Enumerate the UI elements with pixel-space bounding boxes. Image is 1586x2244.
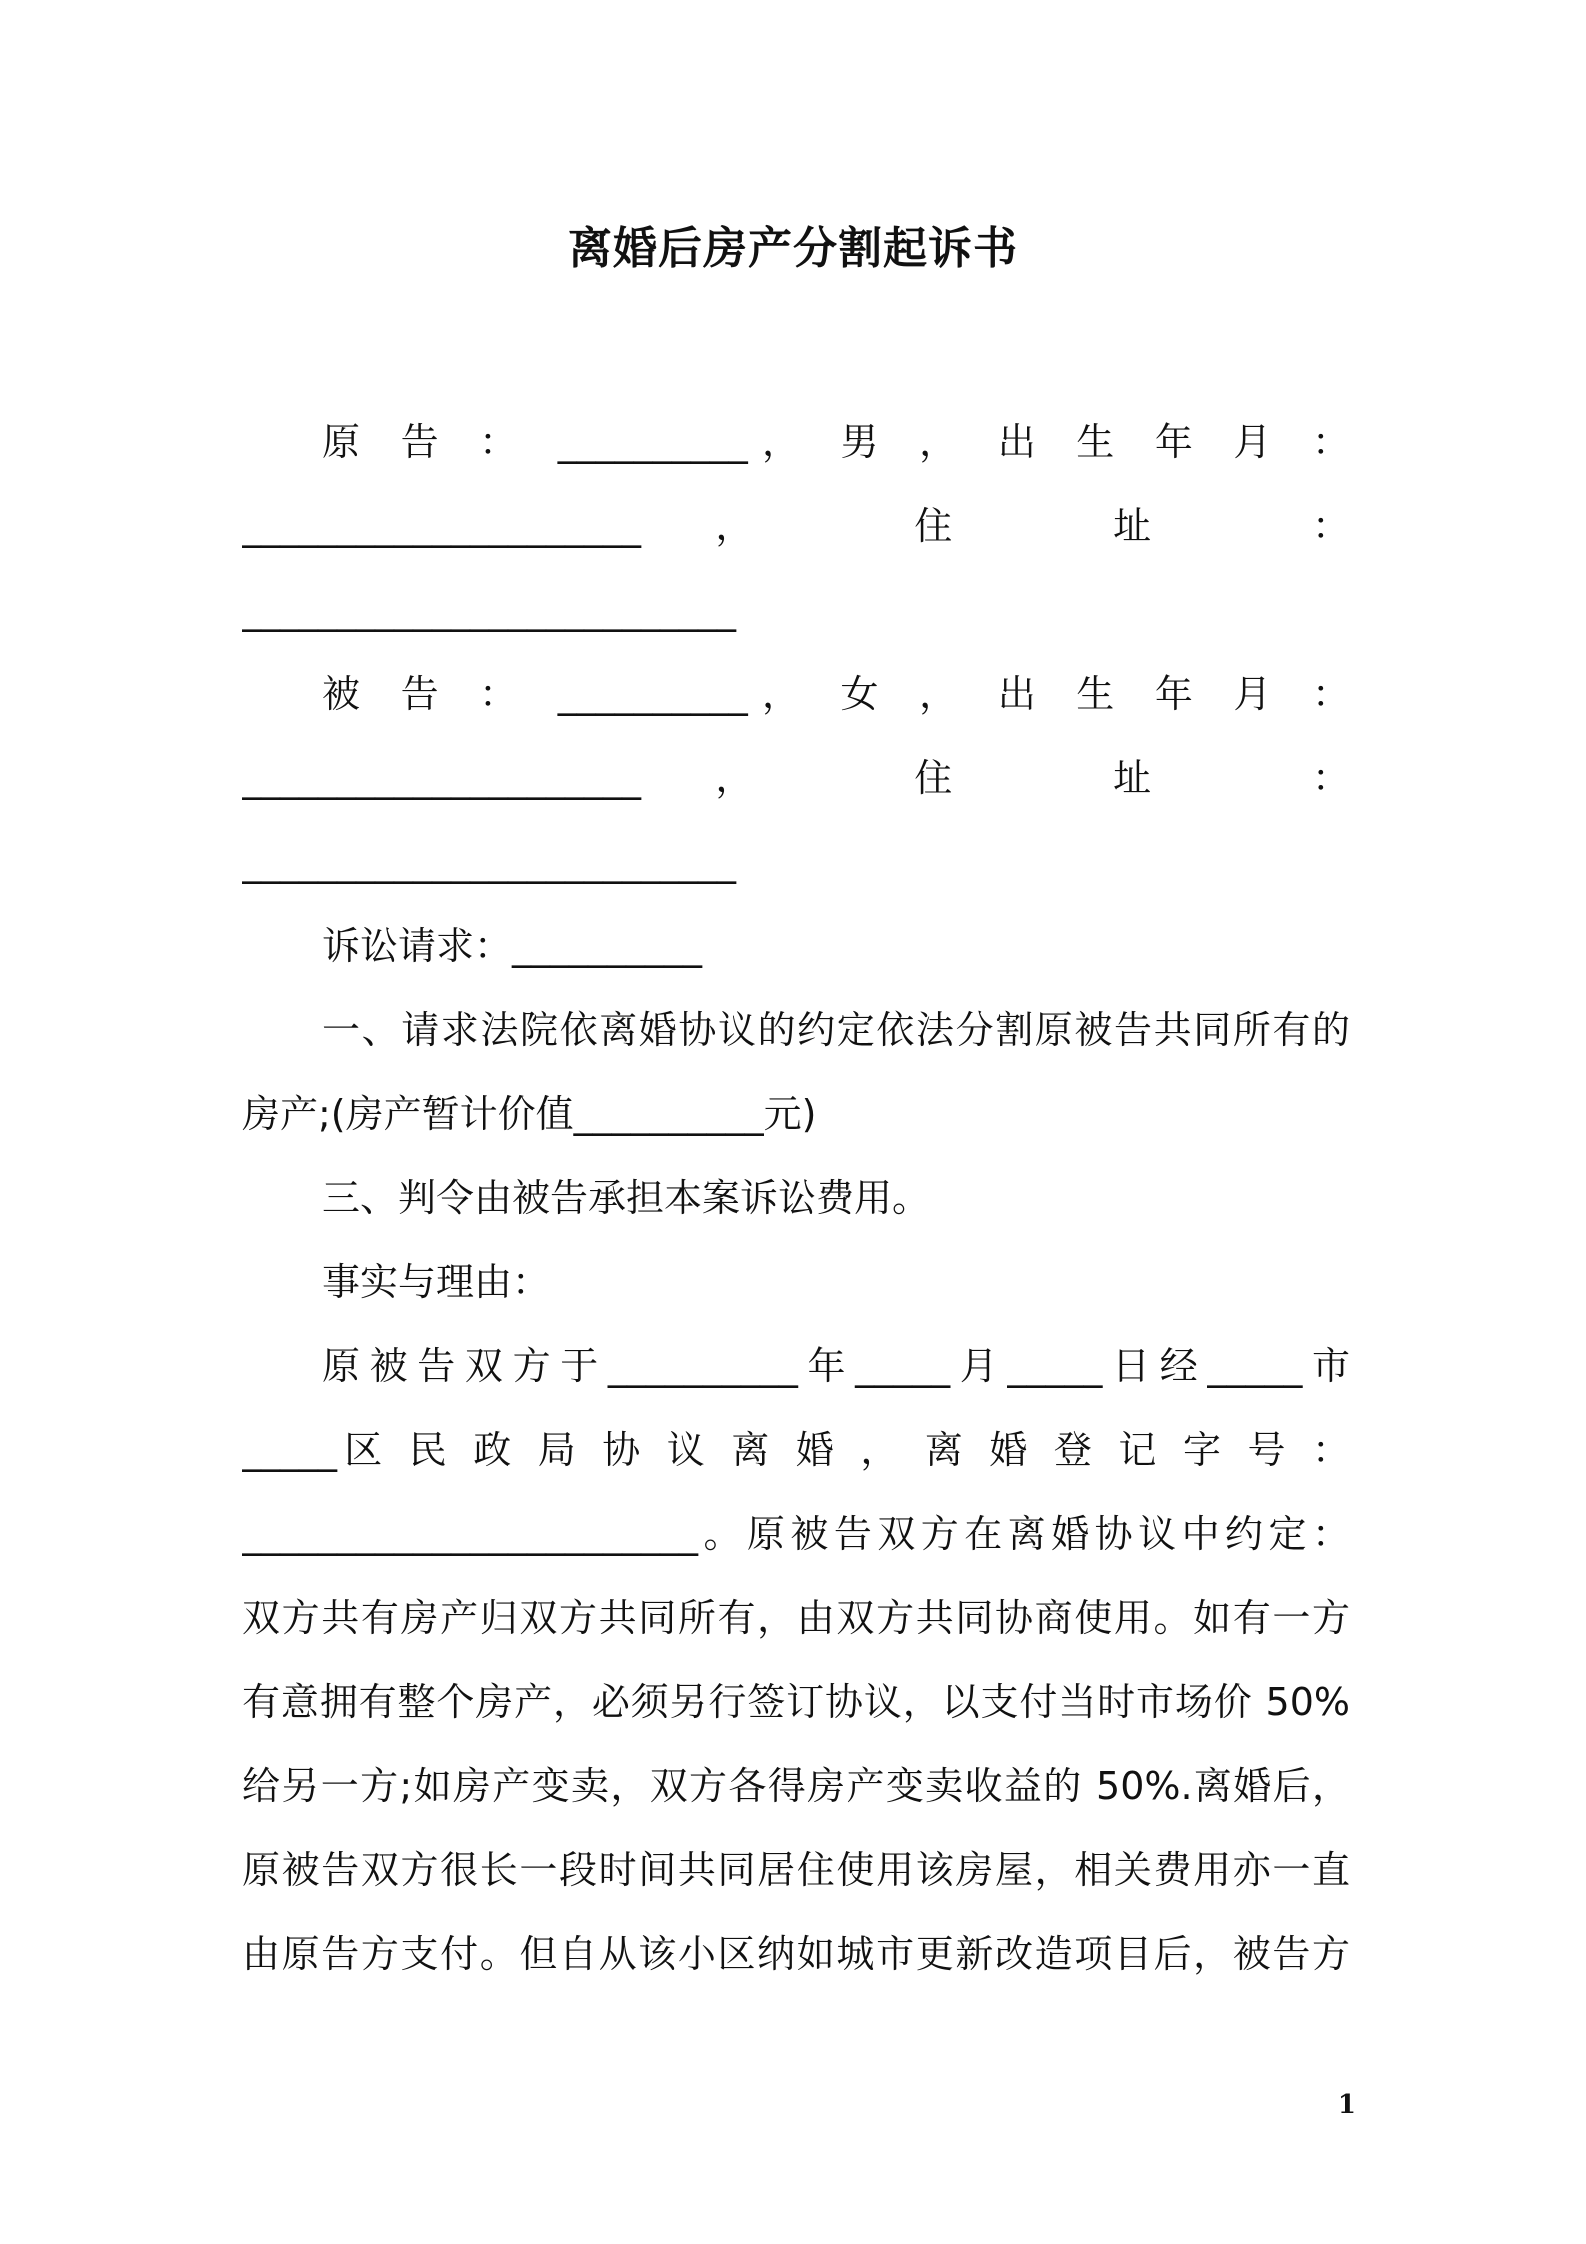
document-body: [242, 400, 1350, 1996]
claim-one-line-1: 一、请求法院依离婚协议的约定依法分割原被告共同所有的: [322, 1008, 1350, 1052]
plaintiff-birth-address-line: _____________________， 住 址 ：: [242, 504, 1350, 548]
defendant-line: 被 告 ： __________， 女 ， 出 生 年 月 ：: [322, 672, 1350, 716]
claim-three: 三、判令由被告承担本案诉讼费用。: [322, 1176, 931, 1220]
facts-line-6: 给另一方;如房产变卖，双方各得房产变卖收益的 50%.离婚后，: [242, 1764, 1350, 1808]
plaintiff-line: 原 告 ： __________， 男 ， 出 生 年 月 ：: [322, 420, 1350, 464]
facts-line-4: 双方共有房产归双方共同所有，由双方共同协商使用。如有一方: [242, 1596, 1350, 1640]
defendant-birth-address-line: _____________________， 住 址 ：: [242, 756, 1350, 800]
facts-line-7: 原被告双方很长一段时间共同居住使用该房屋，相关费用亦一直: [242, 1848, 1350, 1892]
claim-one-line-2: 房产;(房产暂计价值__________元): [242, 1092, 817, 1136]
plaintiff-address-blank: __________________________: [242, 588, 736, 632]
claims-heading: 诉讼请求：__________: [322, 924, 703, 968]
facts-line-1: 原被告双方于__________年_____月_____日经_____市: [322, 1344, 1350, 1388]
facts-heading: 事实与理由：: [322, 1260, 551, 1304]
facts-line-8: 由原告方支付。但自从该小区纳如城市更新改造项目后，被告方: [242, 1932, 1350, 1976]
defendant-address-blank: __________________________: [242, 840, 736, 884]
facts-line-5: 有意拥有整个房产，必须另行签订协议，以支付当时市场价 50%: [242, 1680, 1350, 1724]
facts-line-3: ________________________。原被告双方在离婚协议中约定：: [242, 1512, 1350, 1556]
page-number: 1: [1337, 2090, 1356, 2120]
document-title: 离婚后房产分割起诉书: [568, 223, 1018, 274]
facts-line-2: _____区 民 政 局 协 议 离 婚 ， 离 婚 登 记 字 号 ：: [242, 1428, 1350, 1472]
